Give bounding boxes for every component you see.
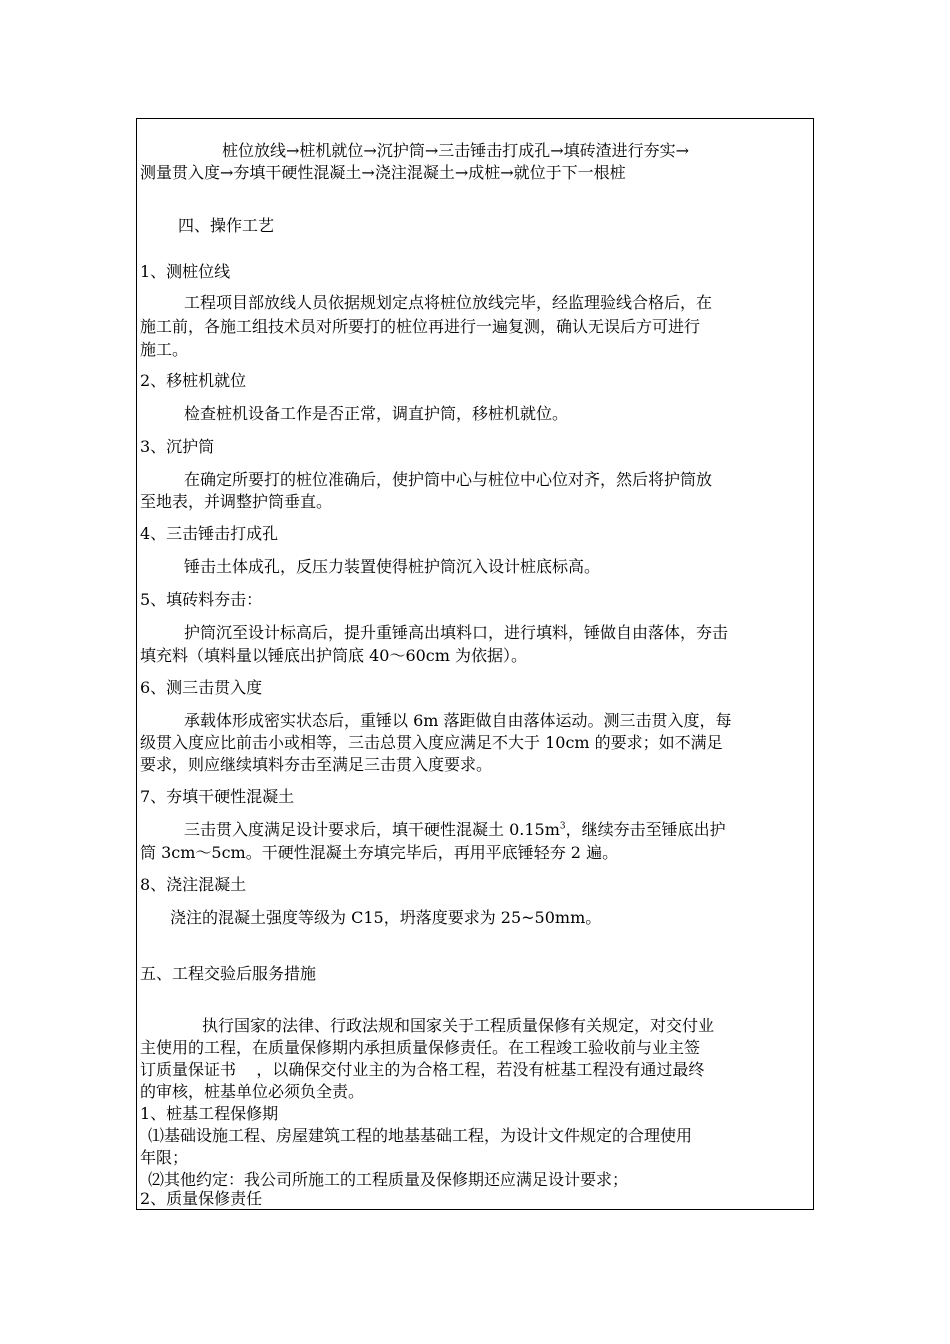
service-paragraph-line: 执行国家的法律、行政法规和国家关于工程质量保修有关规定，对交付业 [202,1016,715,1035]
service-paragraph-line: 的审核，桩基单位必须负全责。 [140,1082,365,1101]
step-7-text-post: ，继续夯击至锤底出护 [565,820,726,839]
service-paragraph-line: 订质量保证书 ，以确保交付业主的为合格工程，若没有桩基工程没有通过最终 [140,1060,705,1079]
step-5-text-line: 填充料（填料量以锤底出护筒底 40～60cm 为依据）。 [140,646,528,665]
step-7-text-line [140,819,856,841]
step-7-text-pre: 三击贯入度满足设计要求后，填干硬性混凝土 0.15m [184,820,560,839]
step-6-text-line: 要求，则应继续填料夯击至满足三击贯入度要求。 [140,755,493,774]
step-3-text-line: 至地表，并调整护筒垂直。 [140,492,333,511]
section-5-heading: 五、工程交验后服务措施 [140,964,317,983]
warranty-responsibility-title: 2、质量保修责任 [140,1189,263,1208]
step-1-text-line: 工程项目部放线人员依据规划定点将桩位放线完毕，经监理验线合格后，在 [184,293,713,312]
flow-line-1: 桩位放线→桩机就位→沉护筒→三击锤击打成孔→填砖渣进行夯实→ [222,141,690,160]
step-4-title: 4、三击锤击打成孔 [140,524,279,543]
step-1-title: 1、测桩位线 [140,262,231,281]
step-7-superscript: 3 [559,821,566,832]
step-3-title: 3、沉护筒 [140,437,215,456]
step-7-text-line: 筒 3cm～5cm。干硬性混凝土夯填完毕后，再用平底锤轻夯 2 遍。 [140,843,619,862]
step-1-text-line: 施工。 [140,340,189,359]
warranty-item-2-line: ⑵其他约定：我公司所施工的工程质量及保修期还应满足设计要求； [148,1170,629,1189]
step-3-text-line: 在确定所要打的桩位准确后，使护筒中心与桩位中心位对齐，然后将护筒放 [184,470,713,489]
warranty-item-1-line: ⑴基础设施工程、房屋建筑工程的地基基础工程，为设计文件规定的合理使用 [148,1126,693,1145]
step-8-text-line: 浇注的混凝土强度等级为 C15，坍落度要求为 25~50mm。 [170,908,602,927]
step-7-title: 7、夯填干硬性混凝土 [140,787,295,806]
step-6-title: 6、测三击贯入度 [140,678,263,697]
step-2-title: 2、移桩机就位 [140,371,247,390]
step-2-text-line: 检查桩机设备工作是否正常，调直护筒，移桩机就位。 [184,404,569,423]
warranty-item-1-line: 年限； [140,1148,189,1167]
step-6-text-line: 承载体形成密实状态后，重锤以 6m 落距做自由落体运动。测三击贯入度，每 [184,711,732,730]
step-6-text-line: 级贯入度应比前击小或相等，三击总贯入度应满足不大于 10cm 的要求；如不满足 [140,733,723,752]
flow-line-2: 测量贯入度→夯填干硬性混凝土→浇注混凝土→成桩→就位于下一根桩 [140,163,626,182]
section-4-heading: 四、操作工艺 [178,216,275,235]
step-5-title: 5、填砖料夯击： [140,590,263,609]
step-4-text-line: 锤击土体成孔，反压力装置使得桩护筒沉入设计桩底标高。 [184,557,601,576]
step-5-text-line: 护筒沉至设计标高后，提升重锤高出填料口，进行填料，锤做自由落体，夯击 [184,623,729,642]
step-8-title: 8、浇注混凝土 [140,875,247,894]
warranty-period-title: 1、桩基工程保修期 [140,1104,279,1123]
step-1-text-line: 施工前，各施工组技术员对所要打的桩位再进行一遍复测，确认无误后方可进行 [140,317,701,336]
service-paragraph-line: 主使用的工程，在质量保修期内承担质量保修责任。在工程竣工验收前与业主签 [140,1038,701,1057]
